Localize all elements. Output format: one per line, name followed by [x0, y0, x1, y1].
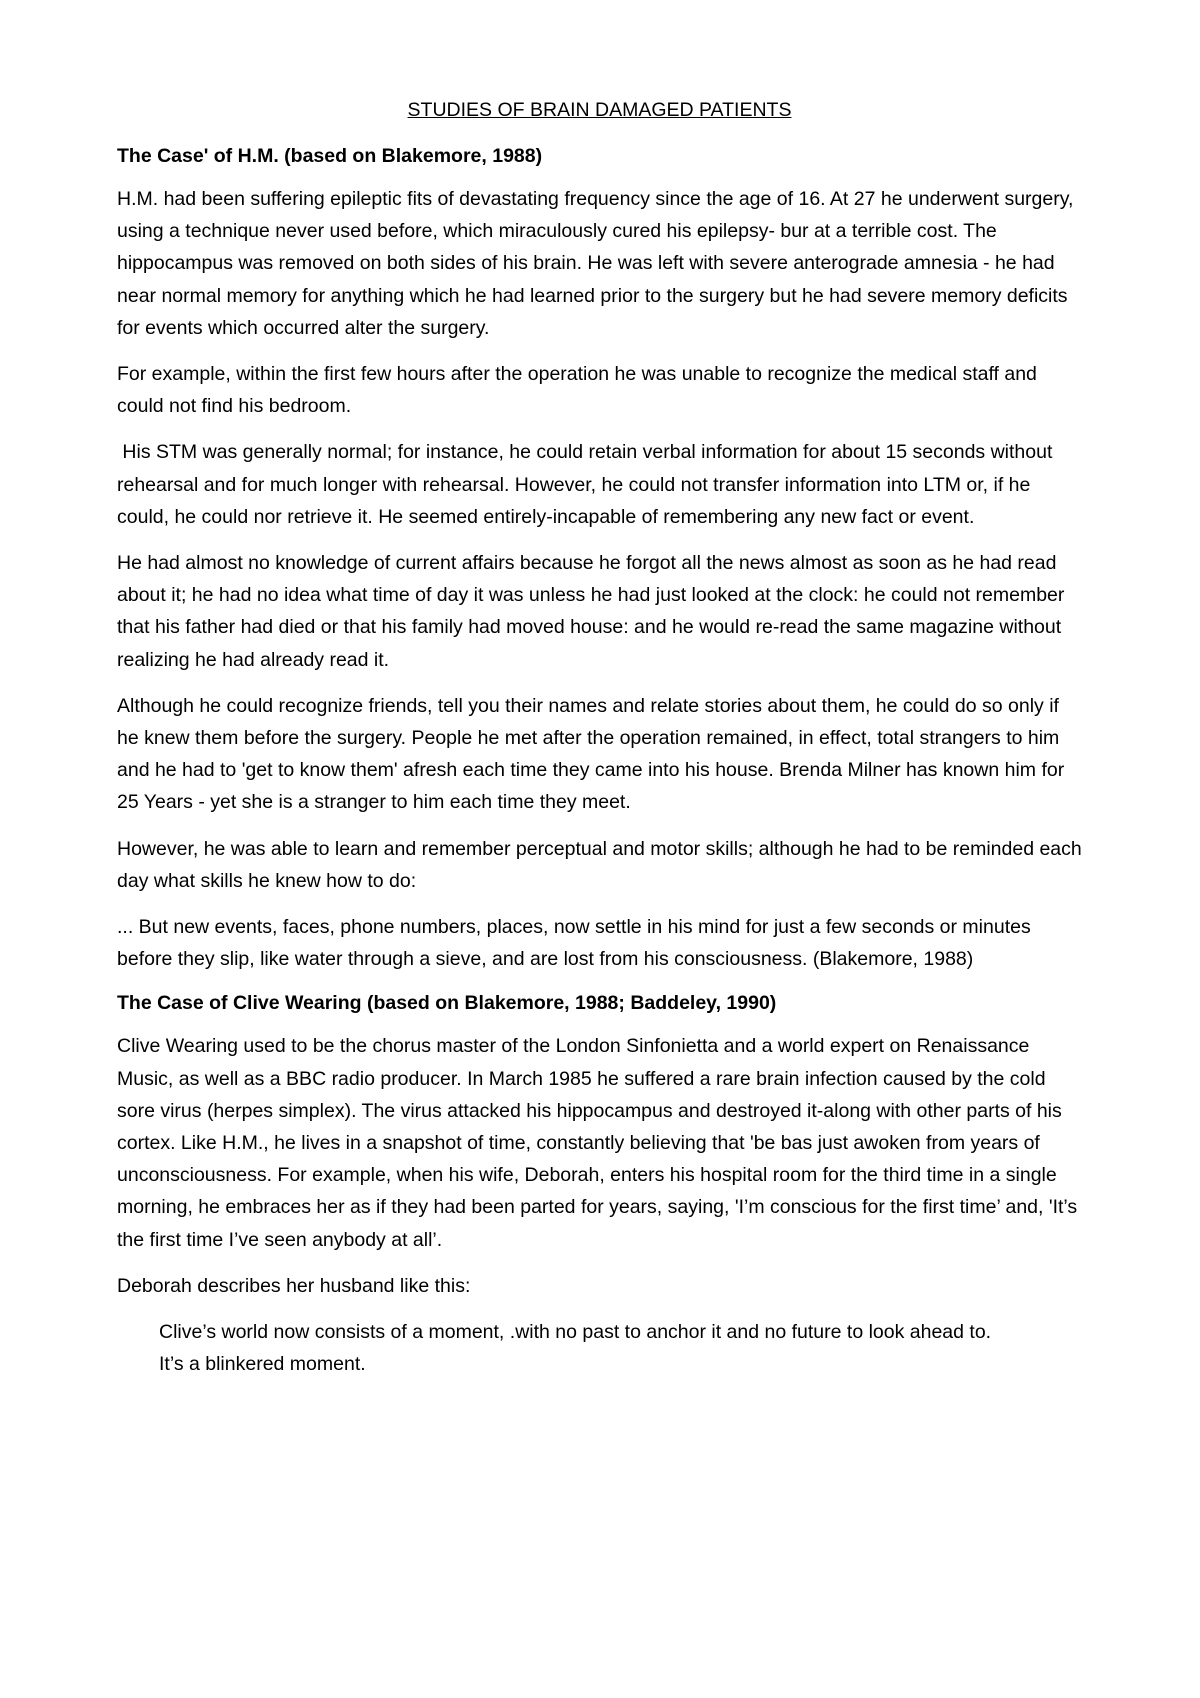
paragraph: He had almost no knowledge of current affairs because he forgot all the news almost as soon as he had read about it; he had no idea what time of day it was unless he had just looked at the clock: he could not remember that his father had died or that his family had moved house: and he would re-read the same magazine without realizing he had already read it.	[117, 552, 1065, 671]
section-heading-clive-wearing: The Case of Clive Wearing (based on Blakemore, 1988; Baddeley, 1990)	[117, 992, 777, 1015]
paragraph: However, he was able to learn and remember perceptual and motor skills; although he had to be reminded each day what skills he knew how to do:	[117, 837, 1082, 892]
paragraph: Deborah describes her husband like this:	[117, 1274, 471, 1297]
paragraph: H.M. had been suffering epileptic fits of devastating frequency since the age of 16. At 27 he underwent surgery, using a technique never used before, which miraculously cured his epilepsy- bur at a terrible cost. The hippocampus was removed on both sides of his brain. He was left with severe anterograde amnesia - he had near normal memory for anything which he had learned prior to the surgery but he had severe memory deficits for events which occurred alter the surgery.	[117, 188, 1074, 339]
paragraph-quote-blakemore: ... But new events, faces, phone numbers, places, now settle in his mind for just a few seconds or minutes before they slip, like water through a sieve, and are lost from his consciousness. (Blakemore, 1988)	[117, 916, 1031, 971]
section-heading-hm: The Case' of H.M. (based on Blakemore, 1988)	[117, 145, 543, 167]
paragraph: Clive Wearing used to be the chorus master of the London Sinfonietta and a world expert on Renaissance Music, as well as a BBC radio producer. In March 1985 he suffered a rare brain infection caused by the cold sore virus (herpes simplex). The virus attacked his hippocampus and destroyed it-along with other parts of his cortex. Like H.M., he lives in a snapshot of time, constantly believing that 'be bas just awoken from years of unconsciousness. For example, when his wife, Deborah, enters his hospital room for the third time in a single morning, he embraces her as if they had been parted for years, saying, 'I’m conscious for the first time’ and, 'It’s the first time I’ve seen anybody at all’.	[117, 1035, 1078, 1251]
block-quote: Clive’s world now consists of a moment, .with no past to anchor it and no future to look ahead to. It’s a blinkered moment.	[159, 1321, 992, 1376]
document-page	[117, 96, 1082, 1381]
paragraph: Although he could recognize friends, tell you their names and relate stories about them, he could do so only if he knew them before the surgery. People he met after the operation remained, in effect, total strangers to him and he had to 'get to know them' afresh each time they came into his house. Brenda Milner has known him for 25 Years - yet she is a stranger to him each time they meet.	[117, 694, 1065, 814]
paragraph: For example, within the first few hours after the operation he was unable to recognize the medical staff and could not find his bedroom.	[117, 363, 1037, 418]
paragraph: His STM was generally normal; for instance, he could retain verbal information for about 15 seconds without rehearsal and for much longer with rehearsal. However, he could not transfer information into LTM or, if he could, he could nor retrieve it. He seemed entirely-incapable of remembering any new fact or event.	[117, 441, 1058, 528]
document-title: STUDIES OF BRAIN DAMAGED PATIENTS	[407, 99, 792, 121]
